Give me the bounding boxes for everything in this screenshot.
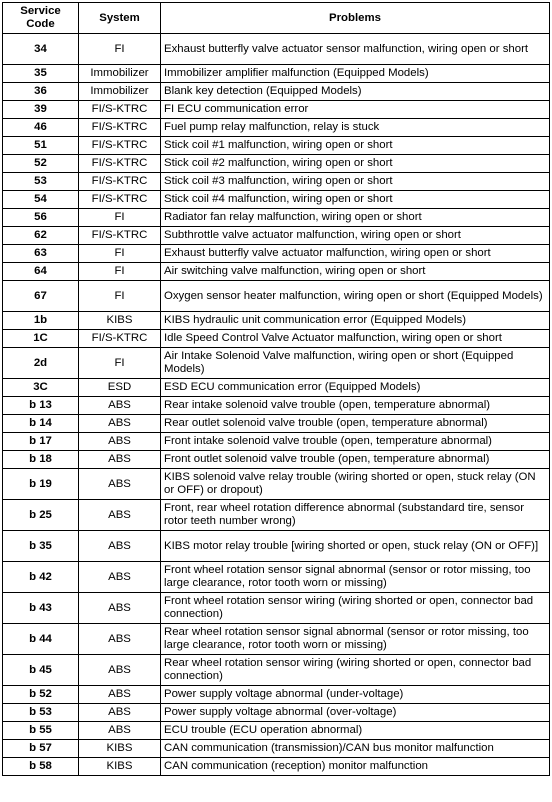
system-cell: KIBS [79,312,161,330]
service-code-cell: 52 [3,155,79,173]
problem-cell: CAN communication (reception) monitor malfunction [161,758,550,776]
problem-cell: Rear outlet solenoid valve trouble (open, temperature abnormal) [161,415,550,433]
system-cell: ABS [79,704,161,722]
service-code-cell: 53 [3,173,79,191]
header-problems: Problems [161,3,550,34]
problem-cell: Rear intake solenoid valve trouble (open, temperature abnormal) [161,397,550,415]
service-code-cell: 64 [3,263,79,281]
system-cell: ABS [79,686,161,704]
table-row [3,119,550,137]
problem-cell: Radiator fan relay malfunction, wiring open or short [161,209,550,227]
table-row [3,704,550,722]
problem-cell: Exhaust butterfly valve actuator sensor malfunction, wiring open or short [161,34,550,65]
service-code-cell: b 57 [3,740,79,758]
service-code-cell: b 25 [3,500,79,531]
problem-cell: Stick coil #4 malfunction, wiring open or short [161,191,550,209]
table-row [3,348,550,379]
header-system: System [79,3,161,34]
table-row [3,500,550,531]
system-cell: FI/S-KTRC [79,137,161,155]
service-code-cell: 62 [3,227,79,245]
table-row [3,655,550,686]
table-row [3,330,550,348]
problem-cell: Idle Speed Control Valve Actuator malfunction, wiring open or short [161,330,550,348]
service-code-cell: 2d [3,348,79,379]
table-row [3,722,550,740]
table-row [3,245,550,263]
service-code-cell: 34 [3,34,79,65]
problem-cell: Stick coil #3 malfunction, wiring open or short [161,173,550,191]
problem-cell: Oxygen sensor heater malfunction, wiring open or short (Equipped Models) [161,281,550,312]
service-code-cell: 54 [3,191,79,209]
service-code-cell: b 44 [3,624,79,655]
system-cell: FI [79,209,161,227]
system-cell: KIBS [79,740,161,758]
problem-cell: Stick coil #1 malfunction, wiring open or short [161,137,550,155]
table-row [3,263,550,281]
service-code-cell: 1C [3,330,79,348]
service-code-cell: 67 [3,281,79,312]
problem-cell: Rear wheel rotation sensor wiring (wiring shorted or open, connector bad connection) [161,655,550,686]
problem-cell: Stick coil #2 malfunction, wiring open or short [161,155,550,173]
table-row [3,227,550,245]
table-row [3,397,550,415]
system-cell: ABS [79,415,161,433]
problem-cell: KIBS hydraulic unit communication error (Equipped Models) [161,312,550,330]
system-cell: FI/S-KTRC [79,119,161,137]
problem-cell: Power supply voltage abnormal (over-voltage) [161,704,550,722]
service-code-table [2,2,550,776]
table-row [3,65,550,83]
service-code-cell: 56 [3,209,79,227]
problem-cell: CAN communication (transmission)/CAN bus monitor malfunction [161,740,550,758]
service-code-cell: b 35 [3,531,79,562]
problem-cell: Air switching valve malfunction, wiring open or short [161,263,550,281]
system-cell: KIBS [79,758,161,776]
service-code-cell: 35 [3,65,79,83]
header-service-code: Service Code [3,3,79,34]
table-row [3,415,550,433]
service-code-cell: 3C [3,379,79,397]
service-code-cell: b 14 [3,415,79,433]
system-cell: ABS [79,397,161,415]
table-row [3,531,550,562]
table-row [3,155,550,173]
system-cell: FI/S-KTRC [79,101,161,119]
table-row [3,191,550,209]
service-code-cell: b 52 [3,686,79,704]
system-cell: FI [79,348,161,379]
system-cell: ESD [79,379,161,397]
problem-cell: Front wheel rotation sensor wiring (wiring shorted or open, connector bad connection) [161,593,550,624]
table-row [3,379,550,397]
problem-cell: ECU trouble (ECU operation abnormal) [161,722,550,740]
problem-cell: Exhaust butterfly valve actuator malfunction, wiring open or short [161,245,550,263]
system-cell: FI/S-KTRC [79,173,161,191]
problem-cell: Front, rear wheel rotation difference abnormal (substandard tire, sensor rotor teeth number wrong) [161,500,550,531]
system-cell: Immobilizer [79,65,161,83]
table-row [3,593,550,624]
problem-cell: Front outlet solenoid valve trouble (open, temperature abnormal) [161,451,550,469]
system-cell: FI [79,245,161,263]
table-row [3,281,550,312]
system-cell: FI/S-KTRC [79,227,161,245]
service-code-cell: b 53 [3,704,79,722]
problem-cell: KIBS motor relay trouble [wiring shorted or open, stuck relay (ON or OFF)] [161,531,550,562]
system-cell: ABS [79,451,161,469]
table-row [3,312,550,330]
system-cell: ABS [79,655,161,686]
problem-cell: Immobilizer amplifier malfunction (Equipped Models) [161,65,550,83]
table-row [3,137,550,155]
system-cell: Immobilizer [79,83,161,101]
service-code-cell: b 19 [3,469,79,500]
system-cell: ABS [79,433,161,451]
table-row [3,433,550,451]
service-code-cell: 46 [3,119,79,137]
service-code-cell: b 55 [3,722,79,740]
system-cell: FI [79,281,161,312]
problem-cell: Front wheel rotation sensor signal abnormal (sensor or rotor missing, too large clearance, rotor tooth worn or missing) [161,562,550,593]
service-code-cell: b 18 [3,451,79,469]
problem-cell: Blank key detection (Equipped Models) [161,83,550,101]
problem-cell: Air Intake Solenoid Valve malfunction, wiring open or short (Equipped Models) [161,348,550,379]
table-row [3,469,550,500]
system-cell: FI/S-KTRC [79,155,161,173]
service-code-cell: b 17 [3,433,79,451]
service-code-cell: b 58 [3,758,79,776]
service-code-cell: b 42 [3,562,79,593]
system-cell: FI [79,34,161,65]
table-row [3,624,550,655]
table-row [3,83,550,101]
table-row [3,101,550,119]
problem-cell: ESD ECU communication error (Equipped Models) [161,379,550,397]
system-cell: FI/S-KTRC [79,191,161,209]
service-code-sheet [2,2,549,776]
problem-cell: Power supply voltage abnormal (under-voltage) [161,686,550,704]
system-cell: ABS [79,500,161,531]
system-cell: ABS [79,722,161,740]
system-cell: ABS [79,469,161,500]
system-cell: ABS [79,562,161,593]
system-cell: FI [79,263,161,281]
system-cell: FI/S-KTRC [79,330,161,348]
system-cell: ABS [79,531,161,562]
table-row [3,740,550,758]
table-row [3,34,550,65]
service-code-cell: 39 [3,101,79,119]
system-cell: ABS [79,624,161,655]
table-row [3,758,550,776]
problem-cell: Front intake solenoid valve trouble (open, temperature abnormal) [161,433,550,451]
table-header-row [3,3,550,34]
service-code-cell: b 43 [3,593,79,624]
service-code-cell: b 13 [3,397,79,415]
problem-cell: FI ECU communication error [161,101,550,119]
service-code-cell: 63 [3,245,79,263]
problem-cell: KIBS solenoid valve relay trouble (wiring shorted or open, stuck relay (ON or OFF) or dropout) [161,469,550,500]
table-row [3,451,550,469]
table-row [3,562,550,593]
service-code-cell: b 45 [3,655,79,686]
table-row [3,209,550,227]
table-row [3,173,550,191]
service-code-cell: 51 [3,137,79,155]
table-body [3,34,550,776]
problem-cell: Rear wheel rotation sensor signal abnormal (sensor or rotor missing, too large clearance, rotor tooth worn or missing) [161,624,550,655]
service-code-cell: 36 [3,83,79,101]
service-code-cell: 1b [3,312,79,330]
system-cell: ABS [79,593,161,624]
problem-cell: Fuel pump relay malfunction, relay is stuck [161,119,550,137]
problem-cell: Subthrottle valve actuator malfunction, wiring open or short [161,227,550,245]
table-row [3,686,550,704]
